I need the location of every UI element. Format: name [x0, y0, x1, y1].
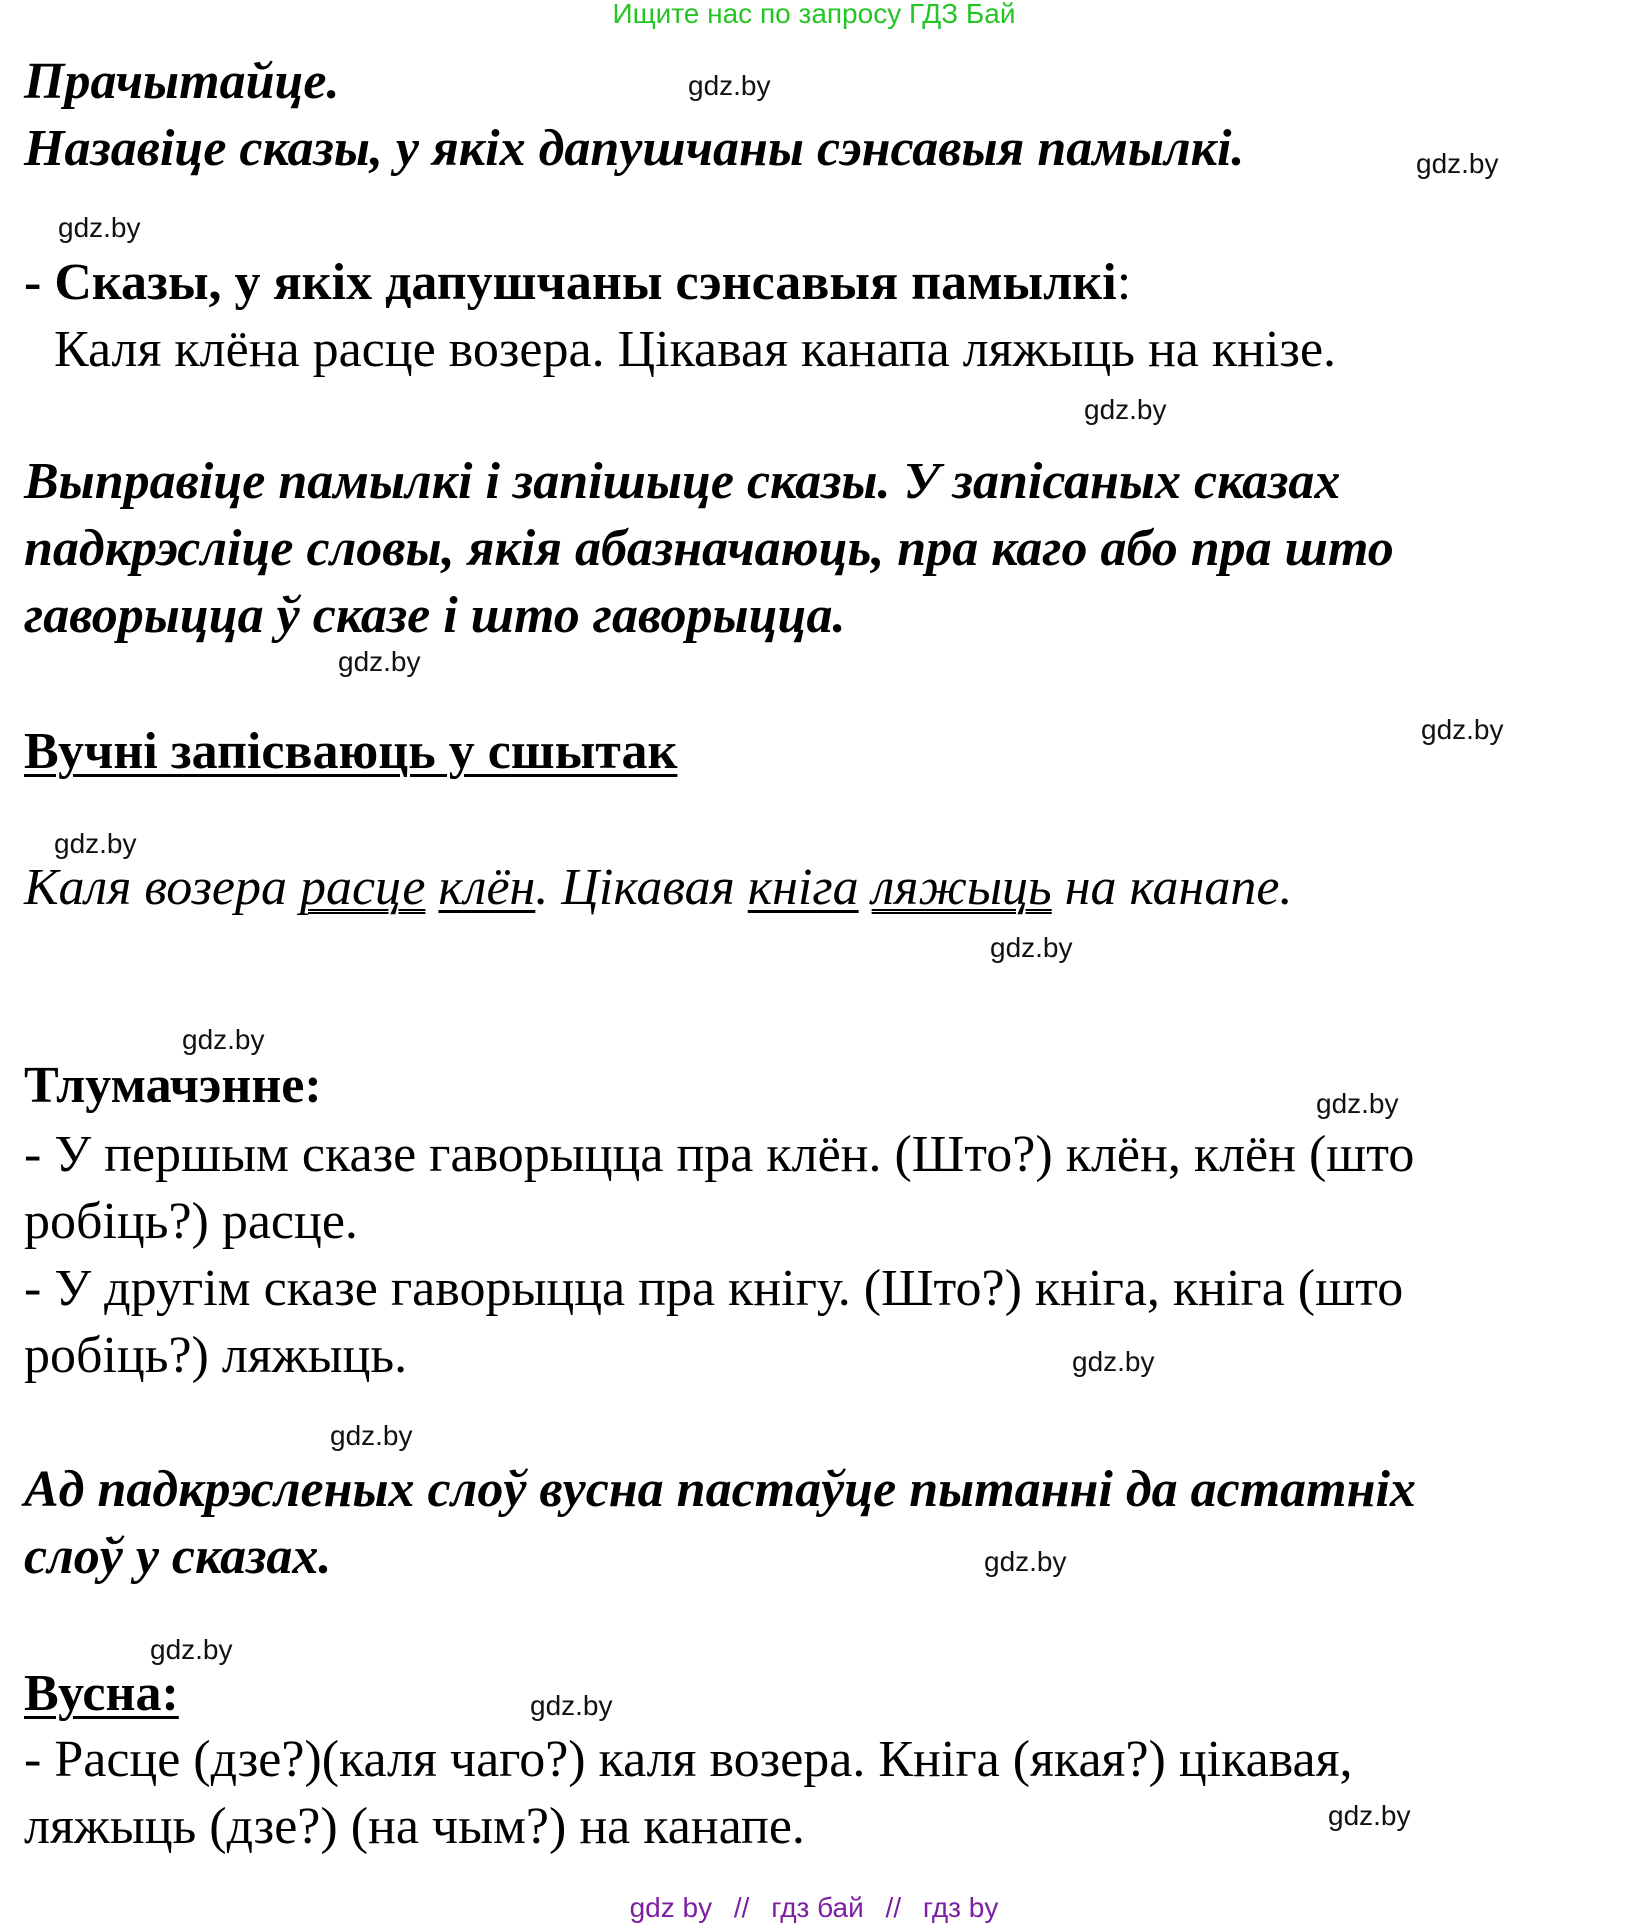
watermark: gdz.by — [1328, 1800, 1411, 1831]
footer-link-gdz-bai[interactable]: гдз бай — [771, 1892, 864, 1923]
oral-line2: ляжыць (дзе?) (на чым?) на канапе. — [24, 1798, 805, 1855]
footer-link-gdz-by[interactable]: gdz by — [629, 1892, 713, 1923]
sentence-part: на канапе. — [1051, 859, 1293, 916]
underlined-subject: кніга — [747, 859, 859, 916]
watermark: gdz.by — [984, 1546, 1067, 1577]
footer-separator: // — [885, 1892, 902, 1923]
watermark: gdz.by — [54, 828, 137, 859]
footer-separator: // — [733, 1892, 750, 1923]
watermark: gdz.by — [150, 1634, 233, 1665]
sentence-part: . Цікавая — [535, 859, 748, 916]
watermark: gdz.by — [1084, 394, 1167, 425]
watermark: gdz.by — [688, 70, 771, 101]
task2-line1: Выправіце памылкі і запішыце сказы. У запісаных сказах — [24, 453, 1341, 510]
watermark: gdz.by — [330, 1420, 413, 1451]
underlined-subject: клён — [438, 859, 536, 916]
notebook-sentence — [24, 858, 1292, 917]
explanation-line4: робіць?) ляжыць. — [24, 1327, 408, 1384]
explanation-line2: робіць?) расце. — [24, 1193, 358, 1250]
search-hint-link[interactable]: Ищите нас по запросу ГДЗ Бай — [612, 0, 1016, 29]
task1-line2: Назавіце сказы, у якіх дапушчаны сэнсавыя памылкі. — [24, 120, 1245, 177]
watermark: gdz.by — [182, 1024, 265, 1055]
task2-line3: гаворыцца ў сказе і што гаворыцца. — [24, 587, 846, 644]
footer-link-gdz-by-cyr[interactable]: гдз by — [922, 1892, 999, 1923]
watermark: gdz.by — [530, 1690, 613, 1721]
watermark: gdz.by — [1416, 148, 1499, 179]
explanation-line3: - У другім сказе гаворыцца пра кнігу. (Што?) кніга, кніга (што — [24, 1260, 1404, 1317]
notebook-heading: Вучні запісваюць у сшытак — [24, 723, 678, 780]
footer-links — [0, 1892, 1628, 1924]
watermark: gdz.by — [58, 212, 141, 243]
oral-heading: Вусна: — [24, 1665, 179, 1722]
task3-line2: слоў у сказах. — [24, 1528, 332, 1585]
sentence-part: Каля возера — [24, 859, 300, 916]
watermark: gdz.by — [1072, 1346, 1155, 1377]
oral-line1: - Расце (дзе?)(каля чаго?) каля возера. Кніга (якая?) цікавая, — [24, 1731, 1353, 1788]
watermark: gdz.by — [1316, 1088, 1399, 1119]
answer1-heading — [24, 253, 1131, 312]
watermark: gdz.by — [990, 932, 1073, 963]
explanation-heading: Тлумачэнне: — [24, 1057, 322, 1114]
task1-line1: Прачытайце. — [24, 53, 340, 110]
answer1-colon: : — [1116, 254, 1132, 311]
task3-line1: Ад падкрэсленых слоў вусна пастаўце пытанні да астатніх — [24, 1461, 1416, 1518]
answer1-text: Каля клёна расце возера. Цікавая канапа ляжыць на кнізе. — [54, 321, 1337, 378]
underlined-predicate: ляжыць — [871, 859, 1052, 916]
answer1-heading-text: - Сказы, у якіх дапушчаны сэнсавыя памылкі — [24, 254, 1117, 311]
sentence-part — [859, 859, 872, 916]
task2-line2: падкрэсліце словы, якія абазначаюць, пра каго або пра што — [24, 520, 1394, 577]
watermark: gdz.by — [1421, 714, 1504, 745]
explanation-line1: - У першым сказе гаворыцца пра клён. (Што?) клён, клён (што — [24, 1126, 1415, 1183]
watermark: gdz.by — [338, 646, 421, 677]
underlined-predicate: расце — [299, 859, 426, 916]
sentence-part — [425, 859, 438, 916]
